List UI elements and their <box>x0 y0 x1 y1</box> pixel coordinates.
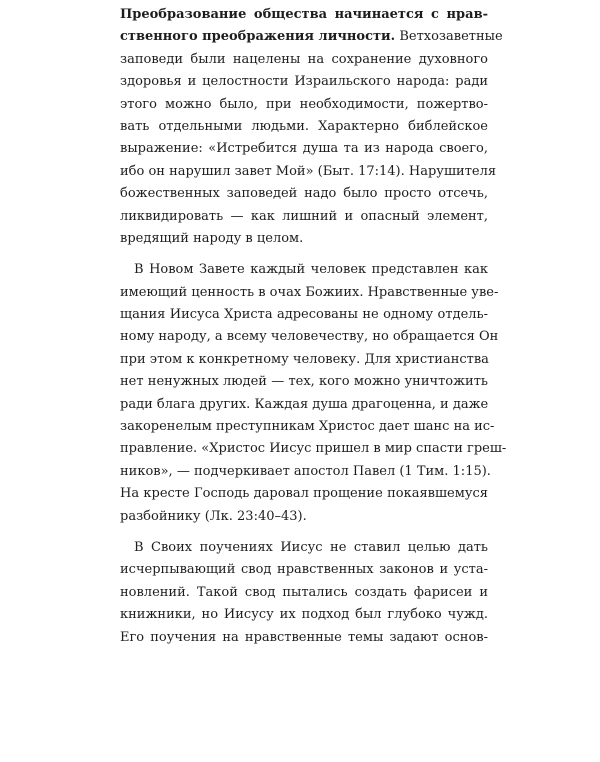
paragraph-1 <box>120 4 503 250</box>
paragraph-2-line-6: нет ненужных людей — тех, кого можно уничтожить <box>120 374 488 390</box>
line-continuation: Ветхозаветные <box>395 29 503 45</box>
text-column <box>120 4 507 649</box>
bold-lead-text: ственного преображения личности. <box>120 29 396 45</box>
paragraph-gap <box>120 528 488 537</box>
paragraph-2-line-11: На кресте Господь даровал прощение покаявшемуся <box>120 486 488 502</box>
paragraph-2 <box>120 259 507 528</box>
paragraph-1-line-5: этого можно было, при необходимости, пожертво- <box>120 96 488 112</box>
paragraph-2-line-3: щания Иисуса Христа адресованы не одному отдель- <box>120 307 488 323</box>
paragraph-2-line-1: В Новом Завете каждый человек представлен как <box>134 262 488 278</box>
paragraph-2-line-4: ному народу, а всему человечеству, но обращается Он <box>120 329 499 345</box>
paragraph-2-line-8: закоренелым преступникам Христос дает шанс на ис- <box>120 419 495 435</box>
paragraph-gap <box>120 250 488 259</box>
paragraph-3 <box>120 537 488 649</box>
paragraph-3-line-4: книжники, но Иисусу их подход был глубоко чужд. <box>120 607 488 623</box>
paragraph-3-line-5: Его поучения на нравственные темы задают основ- <box>120 629 488 645</box>
paragraph-3-line-2: исчерпывающий свод нравственных законов и уста- <box>120 562 488 578</box>
paragraph-1-line-2 <box>120 26 503 48</box>
paragraph-1-line-6: вать отдельными людьми. Характерно библейское <box>120 118 488 134</box>
paragraph-2-line-7: ради блага других. Каждая душа драгоценна, и даже <box>120 396 489 412</box>
paragraph-1-line-7: выражение: «Истребится душа та из народа своего, <box>120 141 488 157</box>
paragraph-2-line-9: правление. «Христос Иисус пришел в мир спасти греш- <box>120 441 507 457</box>
paragraph-1-line-4: здоровья и целостности Израильского народа: ради <box>120 74 488 90</box>
paragraph-2-line-5: при этом к конкретному человеку. Для христианства <box>120 351 489 367</box>
paragraph-1-line-1: Преобразование общества начинается с нрав- <box>120 7 488 22</box>
paragraph-1-line-8: ибо он нарушил завет Мой» (Быт. 17:14). Нарушителя <box>120 163 497 179</box>
paragraph-1-line-3: заповеди были нацелены на сохранение духовного <box>120 51 488 67</box>
paragraph-2-line-2: имеющий ценность в очах Божиих. Нравственные уве- <box>120 284 499 300</box>
paragraph-1-line-11: вредящий народу в целом. <box>120 230 304 246</box>
paragraph-3-line-1: В Своих поучениях Иисус не ставил целью дать <box>134 539 488 555</box>
paragraph-1-line-10: ликвидировать — как лишний и опасный элемент, <box>120 208 488 224</box>
paragraph-3-line-3: новлений. Такой свод пытались создать фарисеи и <box>120 584 488 600</box>
paragraph-2-line-12: разбойнику (Лк. 23:40–43). <box>120 508 307 524</box>
paragraph-2-line-10: ников», — подчеркивает апостол Павел (1 Тим. 1:15). <box>120 463 491 479</box>
paragraph-1-line-9: божественных заповедей надо было просто отсечь, <box>120 186 488 202</box>
